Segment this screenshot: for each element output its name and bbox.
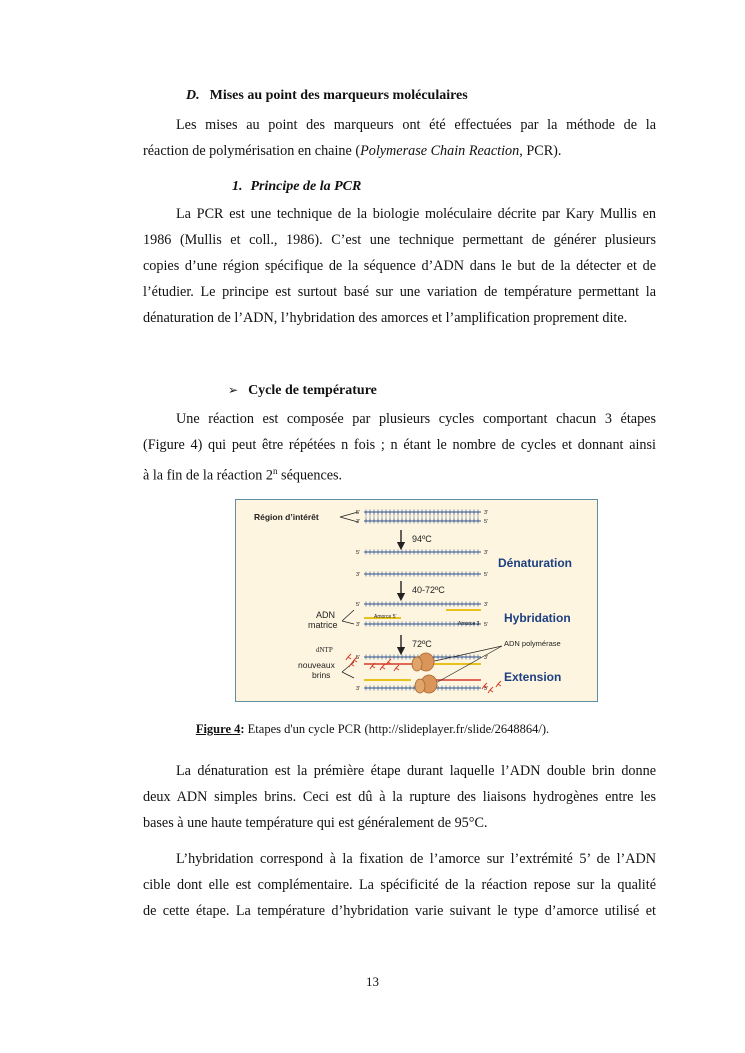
- adn-label: ADN: [316, 610, 336, 620]
- strand-end-label: 3’: [484, 510, 489, 516]
- page-number: 13: [366, 974, 379, 989]
- figure-label: Figure 4: [195, 722, 241, 736]
- figure-colon: :: [240, 722, 245, 736]
- text-line: L’hybridation correspond à la fixation de l’amorce sur l’extrémité 5’ de l’ADN: [176, 851, 656, 867]
- strand-end-label: 5’: [356, 602, 361, 608]
- strand-end-label: 5’: [356, 550, 361, 556]
- strand-end-label: 3’: [356, 572, 361, 578]
- text-line: [143, 458, 656, 489]
- dntp-icon: [496, 681, 501, 687]
- text-line: de cette étape. La température d’hybridation varie suivant le type d’amorce utilisé et: [143, 903, 656, 919]
- cycle-heading: [228, 383, 377, 399]
- text-line: La PCR est une technique de la biologie moléculaire décrite par Kary Mullis en: [176, 206, 656, 222]
- dntp-label: dNTP: [316, 646, 333, 654]
- section-d-letter: D.: [186, 88, 200, 103]
- section-1-title: Principe de la PCR: [250, 179, 362, 194]
- polymerase-pointer-icon: [430, 646, 502, 662]
- paragraph-intro: [143, 112, 656, 164]
- paragraph-denaturation: [143, 758, 656, 836]
- cycle-heading-title: Cycle de température: [248, 383, 377, 398]
- strand-end-label: 3’: [356, 519, 361, 525]
- temp-denaturation: 94ºC: [412, 534, 432, 544]
- strand-end-label: 5’: [484, 519, 489, 525]
- dntp-icon: [346, 654, 351, 660]
- text-line: Une réaction est composée par plusieurs cycles comportant chacun 3 étapes: [176, 411, 656, 427]
- dntp-icon: [394, 665, 399, 671]
- adn-bracket-icon: [342, 610, 354, 624]
- polymerase-enzyme-icon: [412, 653, 434, 671]
- figure-caption-text: Etapes d'un cycle PCR (http://slideplayer.fr/slide/2648864/).: [244, 722, 550, 736]
- strand-end-label: 3’: [484, 550, 489, 556]
- text-line: bases à une haute température qui est généralement de 95°C.: [143, 815, 488, 831]
- amorce-5-label: Amorce 5’: [374, 614, 397, 620]
- paragraph-hybridation: [143, 846, 656, 924]
- polymerase-label: ADN polymérase: [504, 639, 561, 648]
- text-fragment: , PCR).: [519, 143, 562, 159]
- amorce-3-label: Amorce 3: [458, 621, 480, 627]
- text-fragment: séquences.: [277, 467, 343, 484]
- paragraph-pcr: [143, 201, 656, 331]
- strand-end-label: 5’: [484, 622, 489, 628]
- section-1-heading: [232, 179, 361, 195]
- text-line: dénaturation de l’ADN, l’hybridation des amorces et l’amplification proprement dite.: [143, 310, 628, 326]
- strand-end-label: 5’: [356, 655, 361, 661]
- strand-end-label: 5’: [484, 686, 489, 692]
- text-line: cible dont elle est complémentaire. La spécificité de la réaction repose sur la qualité: [143, 877, 656, 893]
- matrice-label: matrice: [308, 620, 338, 630]
- dntp-icon: [380, 664, 385, 670]
- section-1-number: 1.: [232, 179, 243, 194]
- text-fragment: à la fin de la réaction 2: [143, 467, 273, 484]
- strand-end-label: 3’: [484, 655, 489, 661]
- polymerase-enzyme-icon: [415, 675, 437, 693]
- dntp-icon: [349, 661, 354, 667]
- strand-end-label: 5’: [484, 572, 489, 578]
- superscript-n: n: [273, 466, 278, 476]
- section-d-heading: [186, 88, 468, 104]
- step-denaturation: Dénaturation: [498, 556, 573, 570]
- text-line: deux ADN simples brins. Ceci est dû à la rupture des liaisons hydrogènes entre les: [143, 789, 656, 805]
- pcr-cycle-figure: [235, 499, 598, 702]
- step-hybridation: Hybridation: [504, 611, 571, 625]
- text-line: (Figure 4) qui peut être répétées n fois ; n étant le nombre de cycles et donnant ainsi: [143, 437, 656, 453]
- text-line: Les mises au point des marqueurs ont été effectuées par la méthode de la: [176, 117, 656, 133]
- step-extension: Extension: [504, 670, 562, 684]
- strand-end-label: 5’: [356, 510, 361, 516]
- brins-label: brins: [312, 670, 331, 680]
- italic-term: Polymerase Chain Reaction: [360, 143, 520, 159]
- temp-extension: 72ºC: [412, 639, 432, 649]
- region-label: Région d’intérêt: [254, 512, 319, 522]
- temp-hybridation: 40-72ºC: [412, 585, 445, 595]
- bullet-arrow-icon: ➢: [228, 383, 239, 397]
- text-line: copies d’une région spécifique de la séquence d’ADN dans le but de la détecter et de: [143, 258, 656, 274]
- figure-caption: [0, 722, 745, 737]
- section-d-title: Mises au point des marqueurs moléculaires: [209, 88, 468, 103]
- text-line: La dénaturation est la prémière étape durant laquelle l’ADN double brin donne: [176, 763, 656, 779]
- nouveaux-label: nouveaux: [298, 660, 335, 670]
- strand-end-label: 3’: [484, 602, 489, 608]
- text-fragment: réaction de polymérisation en chaine (: [143, 143, 361, 159]
- paragraph-cycle: [143, 406, 656, 489]
- pcr-diagram: [236, 500, 596, 700]
- dntp-icon: [488, 687, 493, 693]
- text-line: [143, 138, 656, 164]
- strand-end-label: 3’: [356, 622, 361, 628]
- strand-end-label: 3’: [356, 686, 361, 692]
- text-line: 1986 (Mullis et coll., 1986). C’est une technique permettant de générer plusieurs: [143, 232, 656, 248]
- text-line: l’étudier. Le principe est surtout basé sur une variation de température permettant la: [143, 284, 656, 300]
